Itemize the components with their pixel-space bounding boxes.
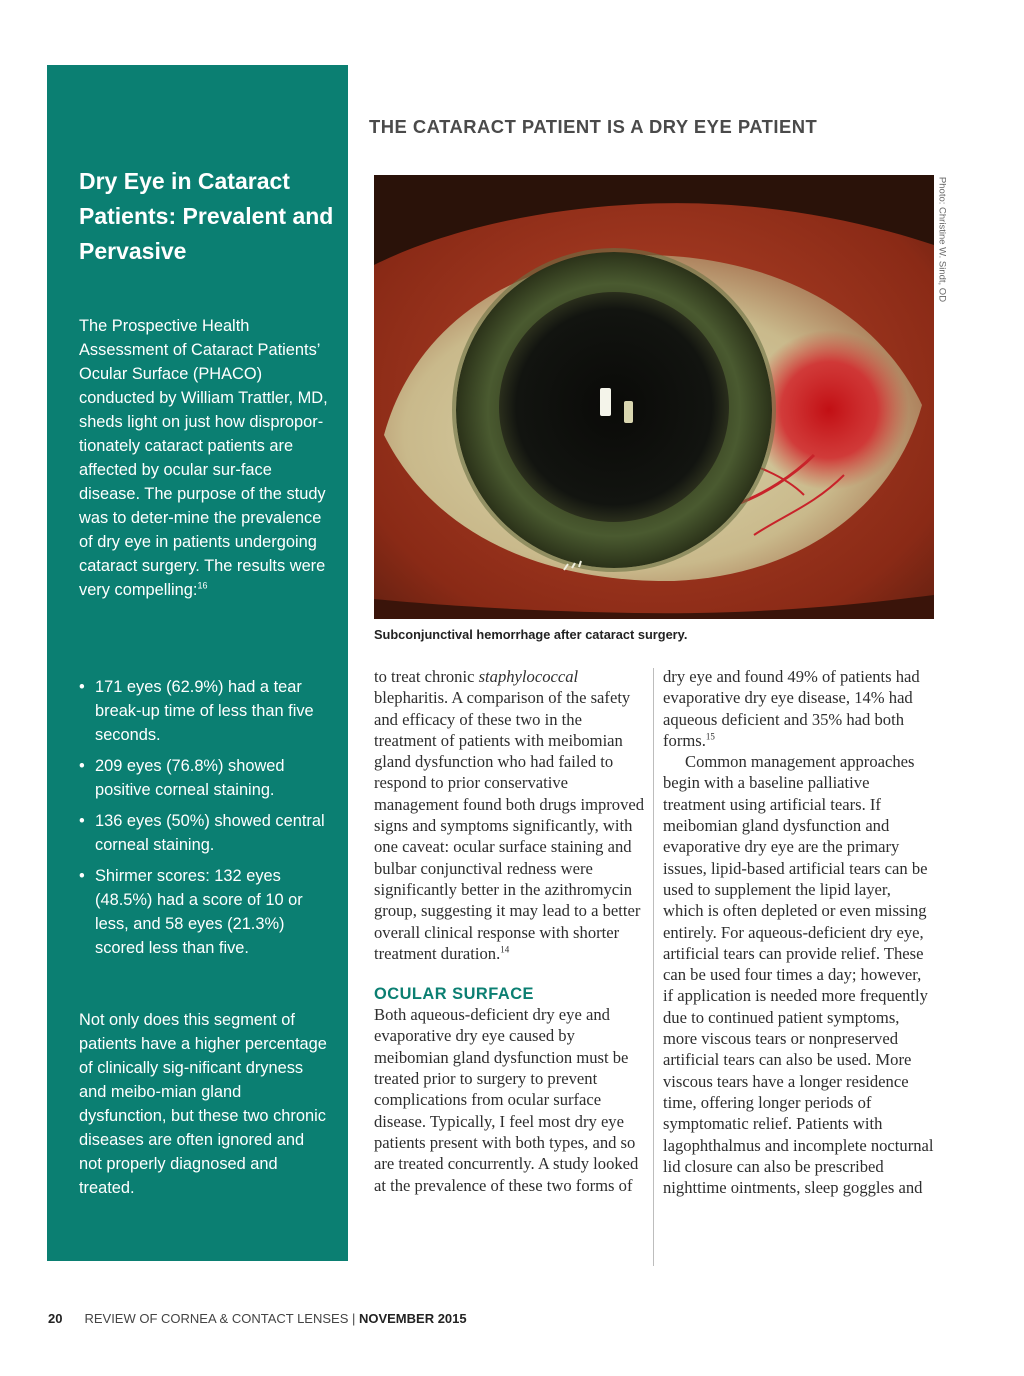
body-paragraph: Common management approaches begin with a baseline palliative treatment using artificial tears. If meibomian gland dysfunction and evaporative dry eye are the primary issues, lipid-based artificial tears can be used to supplement the lipid layer, which is often depleted or even missing entirely. For aqueous-deficient dry eye, artificial tears can provide relief. These can be used four times a day; however, if application is needed more frequently due to continued patient symptoms, more viscous tears or nonpreserved artificial tears can also be used. More viscous tears have a longer residence time, offering longer periods of symptomatic relief. Patients with lagophthalmus and incomplete nocturnal lid closure can also be prescribed nighttime ointments, sleep goggles and	[663, 752, 934, 1198]
body-text: to treat chronic	[374, 667, 479, 686]
page-number: 20	[48, 1311, 63, 1326]
sidebar-closing: Not only does this segment of patients have a higher percentage of clinically sig-nificant dryness and meibo-mian gland dysfunction, but these two chronic diseases are often ignored and not properly diagnosed and treated.	[79, 1011, 327, 1197]
sidebar-box	[47, 65, 348, 1261]
page-footer	[48, 1311, 467, 1326]
photo-credit: Photo: Christine W. Sindt, OD	[936, 176, 948, 303]
body-column-right	[663, 666, 935, 1198]
list-item: • 171 eyes (62.9%) had a tear break-up time of less than five seconds.	[79, 675, 329, 747]
running-header: THE CATARACT PATIENT IS A DRY EYE PATIENT	[369, 116, 818, 137]
eye-photo	[374, 175, 934, 619]
publication-name: REVIEW OF CORNEA & CONTACT LENSES |	[84, 1311, 359, 1326]
reference-number: 15	[705, 731, 715, 742]
body-paragraph: Both aqueous-deficient dry eye and evaporative dry eye caused by meibomian gland dysfunction must be treated prior to surgery to prevent complications from ocular surface disease. Typically, I feel most dry eye patients present with both types, and so are treated concurrently. A study looked at the prevalence of these two forms of	[374, 1005, 639, 1195]
list-item: • 209 eyes (76.8%) showed positive corneal staining.	[79, 754, 329, 802]
issue-date: NOVEMBER 2015	[358, 1311, 467, 1326]
section-heading: OCULAR SURFACE	[374, 985, 534, 1004]
body-column-left	[374, 666, 646, 1196]
body-paragraph	[374, 666, 646, 964]
column-divider	[653, 668, 654, 1266]
list-item: • 136 eyes (50%) showed central corneal staining.	[79, 809, 329, 857]
body-paragraph	[663, 666, 935, 751]
sidebar-intro	[79, 314, 329, 602]
body-italic-text: staphylococcal	[478, 667, 579, 686]
photo-caption: Subconjunctival hemorrhage after cataract surgery.	[374, 627, 688, 642]
list-item: • Shirmer scores: 132 eyes (48.5%) had a score of 10 or less, and 58 eyes (21.3%) scored less than five.	[79, 864, 329, 960]
sidebar-bullet-list	[79, 675, 329, 967]
body-text: blepharitis. A comparison of the safety and efficacy of these two in the treatment of patients with meibomian gland dysfunction who had failed to respond to prior conservative management found both drugs improved signs and symptoms significantly, with one caveat: ocular surface staining and bulbar conjunctival redness were significantly better in the azithromycin group, suggesting it may lead to a better overall clinical response with shorter treatment duration.	[374, 688, 645, 963]
sidebar-intro-ref: 16	[197, 580, 208, 591]
body-text: dry eye and found 49% of patients had evaporative dry eye disease, 14% had aqueous deficient and 35% had both forms.	[663, 667, 920, 750]
sidebar-intro-text: The Prospective Health Assessment of Cataract Patients’ Ocular Surface (PHACO) conducted by William Trattler, MD, sheds light on just how dispropor-tionately cataract patients are affected by ocular sur-face disease. The purpose of the study was to deter-mine the prevalence of dry eye in patients undergoing cataract surgery. The results were very compelling:	[79, 317, 328, 599]
sidebar-title: Dry Eye in Cataract Patients: Prevalent and Pervasive	[79, 168, 334, 264]
reference-number: 14	[500, 944, 510, 955]
